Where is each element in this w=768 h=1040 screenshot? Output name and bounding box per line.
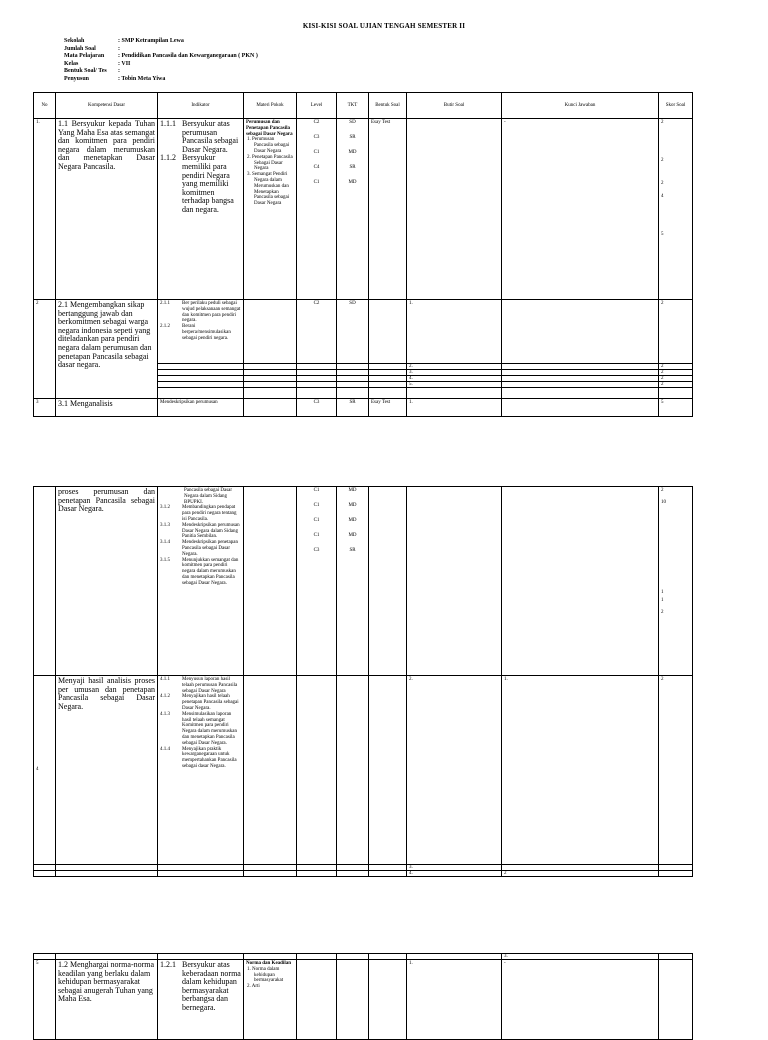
butir-soal-cell: 3. [407,370,502,376]
tkt-value: SR [349,135,356,140]
tkt-value: MD [348,150,357,155]
header-bentuk-soal: Bentuk Soal [369,93,407,119]
header-tkt: TKT [337,93,369,119]
kunci-jawaban-cell [502,487,659,676]
kunci-jawaban-cell [502,300,659,364]
materi-item: 2. Penetapan Pancasila Sebagai Dasar Negara [247,154,293,172]
materi-pokok-cell [244,119,297,300]
materi-pokok-cell [244,399,297,417]
indikator-number: 4.1.3 [160,711,170,717]
bentuk-soal-cell: Esay Test [369,119,407,300]
skor-cell: 2 [659,364,693,370]
bentuk-soal-cell: Esay Test [369,399,407,417]
level-value: C4 [313,165,320,170]
indikator-number: 4.1.4 [160,746,170,752]
skor-cell [659,960,693,1040]
level-value: C1 [313,180,320,185]
indikator-text: Mensimulasikan laporan hasil telaah semangat Komitmen para pendiri Negara dalam merumuskan dan menetapkan Pancasila sebagai Dasar Negara. [182,711,237,746]
butir-soal-cell: 3. [502,954,659,960]
tkt-value: SR [349,165,356,170]
tkt-cell: SD [337,300,369,364]
header-skor-soal: Skor Soal [659,93,693,119]
tkt-cell [337,960,369,1040]
info-label: Jumlah Soal [64,45,96,52]
level-value: C3 [313,135,320,140]
header-materi-pokok: Materi Pokok [244,93,297,119]
info-value: : [118,45,120,52]
bentuk-soal-cell [369,300,407,364]
indikator-text: Menyajikan praktik kewarganegaraan untuk mempertahankan Pancasila sebagai dasar Negara. [182,746,237,769]
skor-value: 2 [661,181,664,186]
materi-item: 2. Arti [247,984,260,990]
kunci-jawaban-cell [502,399,659,417]
materi-heading: Perumusan dan Penetapan Pancasila sebagai Dasar Negara [246,120,293,137]
skor-value: 5 [661,232,664,237]
tkt-value: MD [348,533,357,538]
materi-pokok-cell [244,300,297,364]
indikator-text: Mendeskripsikan penetapan Pancasila sebagai Dasar Negara. [182,540,238,557]
indikator-text: Menunjukkan semangat dan komitmen para pendiri negara dalam merumuskan dan menetapkan Pancasila sebagai Dasar Negara. [182,557,239,586]
info-label: Bentuk Soal/ Tes [64,68,107,75]
tkt-cell [337,487,369,676]
tkt-value: MD [348,180,357,185]
kompetensi-dasar-cell: Menyaji hasil analisis proses per umusan dan penetapan Pancasila sebagai Dasar Negara. [56,676,158,865]
skor-cell: 5 [659,399,693,417]
tkt-cell [337,119,369,300]
skor-value: 2 [661,488,664,493]
bentuk-soal-cell [369,960,407,1040]
materi-pokok-cell [244,487,297,676]
info-label: Sekolah [64,38,85,44]
info-value: : SMP Ketrampilan Lewa [118,38,184,44]
materi-pokok-cell [244,960,297,1040]
skor-value: 2 [661,120,664,125]
skor-value: 2 [661,158,664,163]
skor-cell: 2 [659,382,693,388]
butir-soal-cell: 1. [407,960,502,1040]
butir-soal-cell: 1. [407,399,502,417]
kunci-jawaban-cell: 1. [502,676,659,865]
row-no: 5 [34,960,56,1040]
bentuk-soal-cell [369,676,407,865]
indikator-cell [158,676,244,865]
indikator-number: 3.1.5 [160,557,170,563]
skor-value: 4 [661,194,664,199]
header-indikator: Indikator [158,93,244,119]
level-value: C1 [313,503,320,508]
info-label: Mata Pelajaran [64,53,105,60]
info-label: Penyusun [64,75,90,82]
kunci-jawaban-cell: - [502,119,659,300]
level-value: C3 [313,548,320,553]
kisi-kisi-table-page2 [33,486,693,877]
row-no: 2 [34,300,56,399]
kisi-kisi-table-page1 [33,92,693,417]
indikator-number: 1.1.1 [160,119,176,128]
kompetensi-dasar-cell: 3.1 Menganalisis [56,399,158,417]
indikator-number: 1.2.1 [160,960,176,969]
header-kunci-jawaban: Kunci Jawaban [502,93,659,119]
info-value: : [118,68,120,75]
level-value: C2 [313,120,320,125]
level-value: C1 [313,518,320,523]
level-value: C1 [313,488,320,493]
level-cell [297,960,337,1040]
header-level: Level [297,93,337,119]
indikator-text: Berani berpera/mensimulasikan sebagai pendiri negara. [182,324,231,341]
kompetensi-dasar-cell: proses perumusan dan penetapan Pancasila sebagai Dasar Negara. [56,487,158,676]
indikator-text: Ber perilaku peduli sebagai wujud pelaksanaan semangat dan komitmen para pendiri negara. [182,301,241,324]
indikator-text: Mendeskripsikan perumusan Dasar Negara dalam Sidang Panitia Sembilan. [182,522,240,540]
header-no: No [34,93,56,119]
butir-soal-cell: 2. [407,364,502,370]
materi-item: 1. Norma dalam kehidupan bermasyarakat [247,966,284,984]
skor-cell: 2 [659,376,693,382]
tkt-value: SR [349,548,356,553]
skor-cell: 2 [659,300,693,364]
skor-cell [659,487,693,676]
tkt-cell: SR [337,399,369,417]
indikator-number: 3.1.4 [160,540,170,546]
indikator-number: 2.1.2 [160,324,170,330]
row-no [34,487,56,676]
indikator-cell [158,119,244,300]
kunci-jawaban-cell: - [502,960,659,1040]
info-value: : Pendidikan Pancasila dan Kewarganegaraan ( PKN ) [118,53,258,60]
header-butir-soal: Butir Soal [407,93,502,119]
indikator-text: Bersyukur atas keberadaan norma dalam kehidupan bermasyarakat berbangsa dan bernegara. [182,960,241,1012]
butir-soal-cell: 2. [407,676,502,865]
indikator-cell: Mendeskripsikan perumusan [158,399,244,417]
kompetensi-dasar-cell: 2.1 Mengembangkan sikap bertanggung jawab dan berkomitmen sebagai warga negara indonesia sepeti yang diteladankan para pendiri negara dalam perumusan dan penetapan Pancasila sebagai dasar negara. [56,300,158,399]
tkt-value: MD [348,503,357,508]
document-title: KISI-KISI SOAL UJIAN TENGAH SEMESTER II [302,22,466,30]
skor-value: 2 [661,610,664,615]
skor-value: 1 [661,598,664,603]
indikator-number: 1.1.2 [160,153,176,163]
level-cell [297,487,337,676]
row-no: 4 [34,676,56,865]
kisi-kisi-table-page3 [33,953,693,1040]
materi-heading: Norma dan Keadilan [246,961,292,966]
skor-cell: 2 [659,676,693,865]
skor-value: 10 [661,500,666,505]
info-value: : VII [118,60,131,67]
info-value: : Tobin Meta Yiwa [118,75,166,82]
indikator-number: 4.1.2 [160,694,170,700]
level-cell: C2 [297,300,337,364]
butir-soal-cell: 1. [407,300,502,364]
materi-pokok-cell [244,676,297,865]
indikator-text: Bersyukur memiliki para pendiri Negara yang memiliki komitmen terhadap bangsa dan negara. [182,153,234,214]
indikator-text: Menyajikan hasil telaah penetapan Pancasila sebagai Dasar Negara. [182,694,239,711]
indikator-number: 3.1.2 [160,505,170,511]
header-kompetensi-dasar: Kompetensi Dasar [56,93,158,119]
materi-item: 1. Perumusan Pancasila sebagai Dasar Negara [247,137,290,154]
bentuk-soal-cell [369,487,407,676]
info-label: Kelas [64,60,79,67]
indikator-cell [158,487,244,676]
row-no: 3 [34,399,56,417]
row-no: 1. [34,119,56,300]
indikator-text: Membandingkan pendapat para pendiri negara tentang isi Pancasila. [182,505,237,522]
tkt-value: MD [348,518,357,523]
kunci-jawaban-cell: 2 [502,871,659,877]
indikator-cell [158,960,244,1040]
indikator-cell [158,300,244,364]
butir-soal-cell: 4. [407,871,502,877]
document-info [64,38,258,84]
skor-cell [659,119,693,300]
level-value: C1 [313,150,320,155]
butir-soal-cell [407,487,502,676]
butir-soal-cell: 5. [407,382,502,388]
level-value: C1 [313,533,320,538]
indikator-number: 3.1.3 [160,522,170,528]
level-cell [297,676,337,865]
level-cell: C3 [297,399,337,417]
tkt-value: SD [349,120,356,125]
tkt-cell [337,676,369,865]
kompetensi-dasar-cell: 1.1 Bersyukur kepada Tuhan Yang Maha Esa atas semangat dan komitmen para pendiri negara dalam merumuskan dan menetapkan Dasar Negara Pancasila. [56,119,158,300]
butir-soal-cell: 4. [407,376,502,382]
indikator-text: Bersyukur atas perumusan Pancasila sebagai Dasar Negara. [182,119,239,154]
kompetensi-dasar-cell: 1.2 Menghargai norma-norma keadilan yang berlaku dalam kehidupan bermasyarakat sebagai anugerah Tuhan yang Maha Esa. [56,960,158,1040]
indikator-text: Menyusun laporan hasil telaah perumusan Pancasila sebagai Dasar Negara [182,677,238,694]
indikator-text: Pancasila sebagai Dasar Negara dalam Sidang BPUPKI. [184,488,233,505]
indikator-number: 2.1.1 [160,301,170,306]
materi-item: 3. Semangat Pendiri Negara dalam Merumuskan dan Menetapkan Pancasila sebagai Dasar Negara [247,172,290,207]
tkt-value: MD [348,488,357,493]
butir-soal-cell [407,119,502,300]
butir-soal-cell: 3. [407,865,502,871]
indikator-number: 4.1.1 [160,677,170,682]
skor-cell: 2 [659,370,693,376]
level-cell [297,119,337,300]
skor-value: 1 [661,590,664,595]
